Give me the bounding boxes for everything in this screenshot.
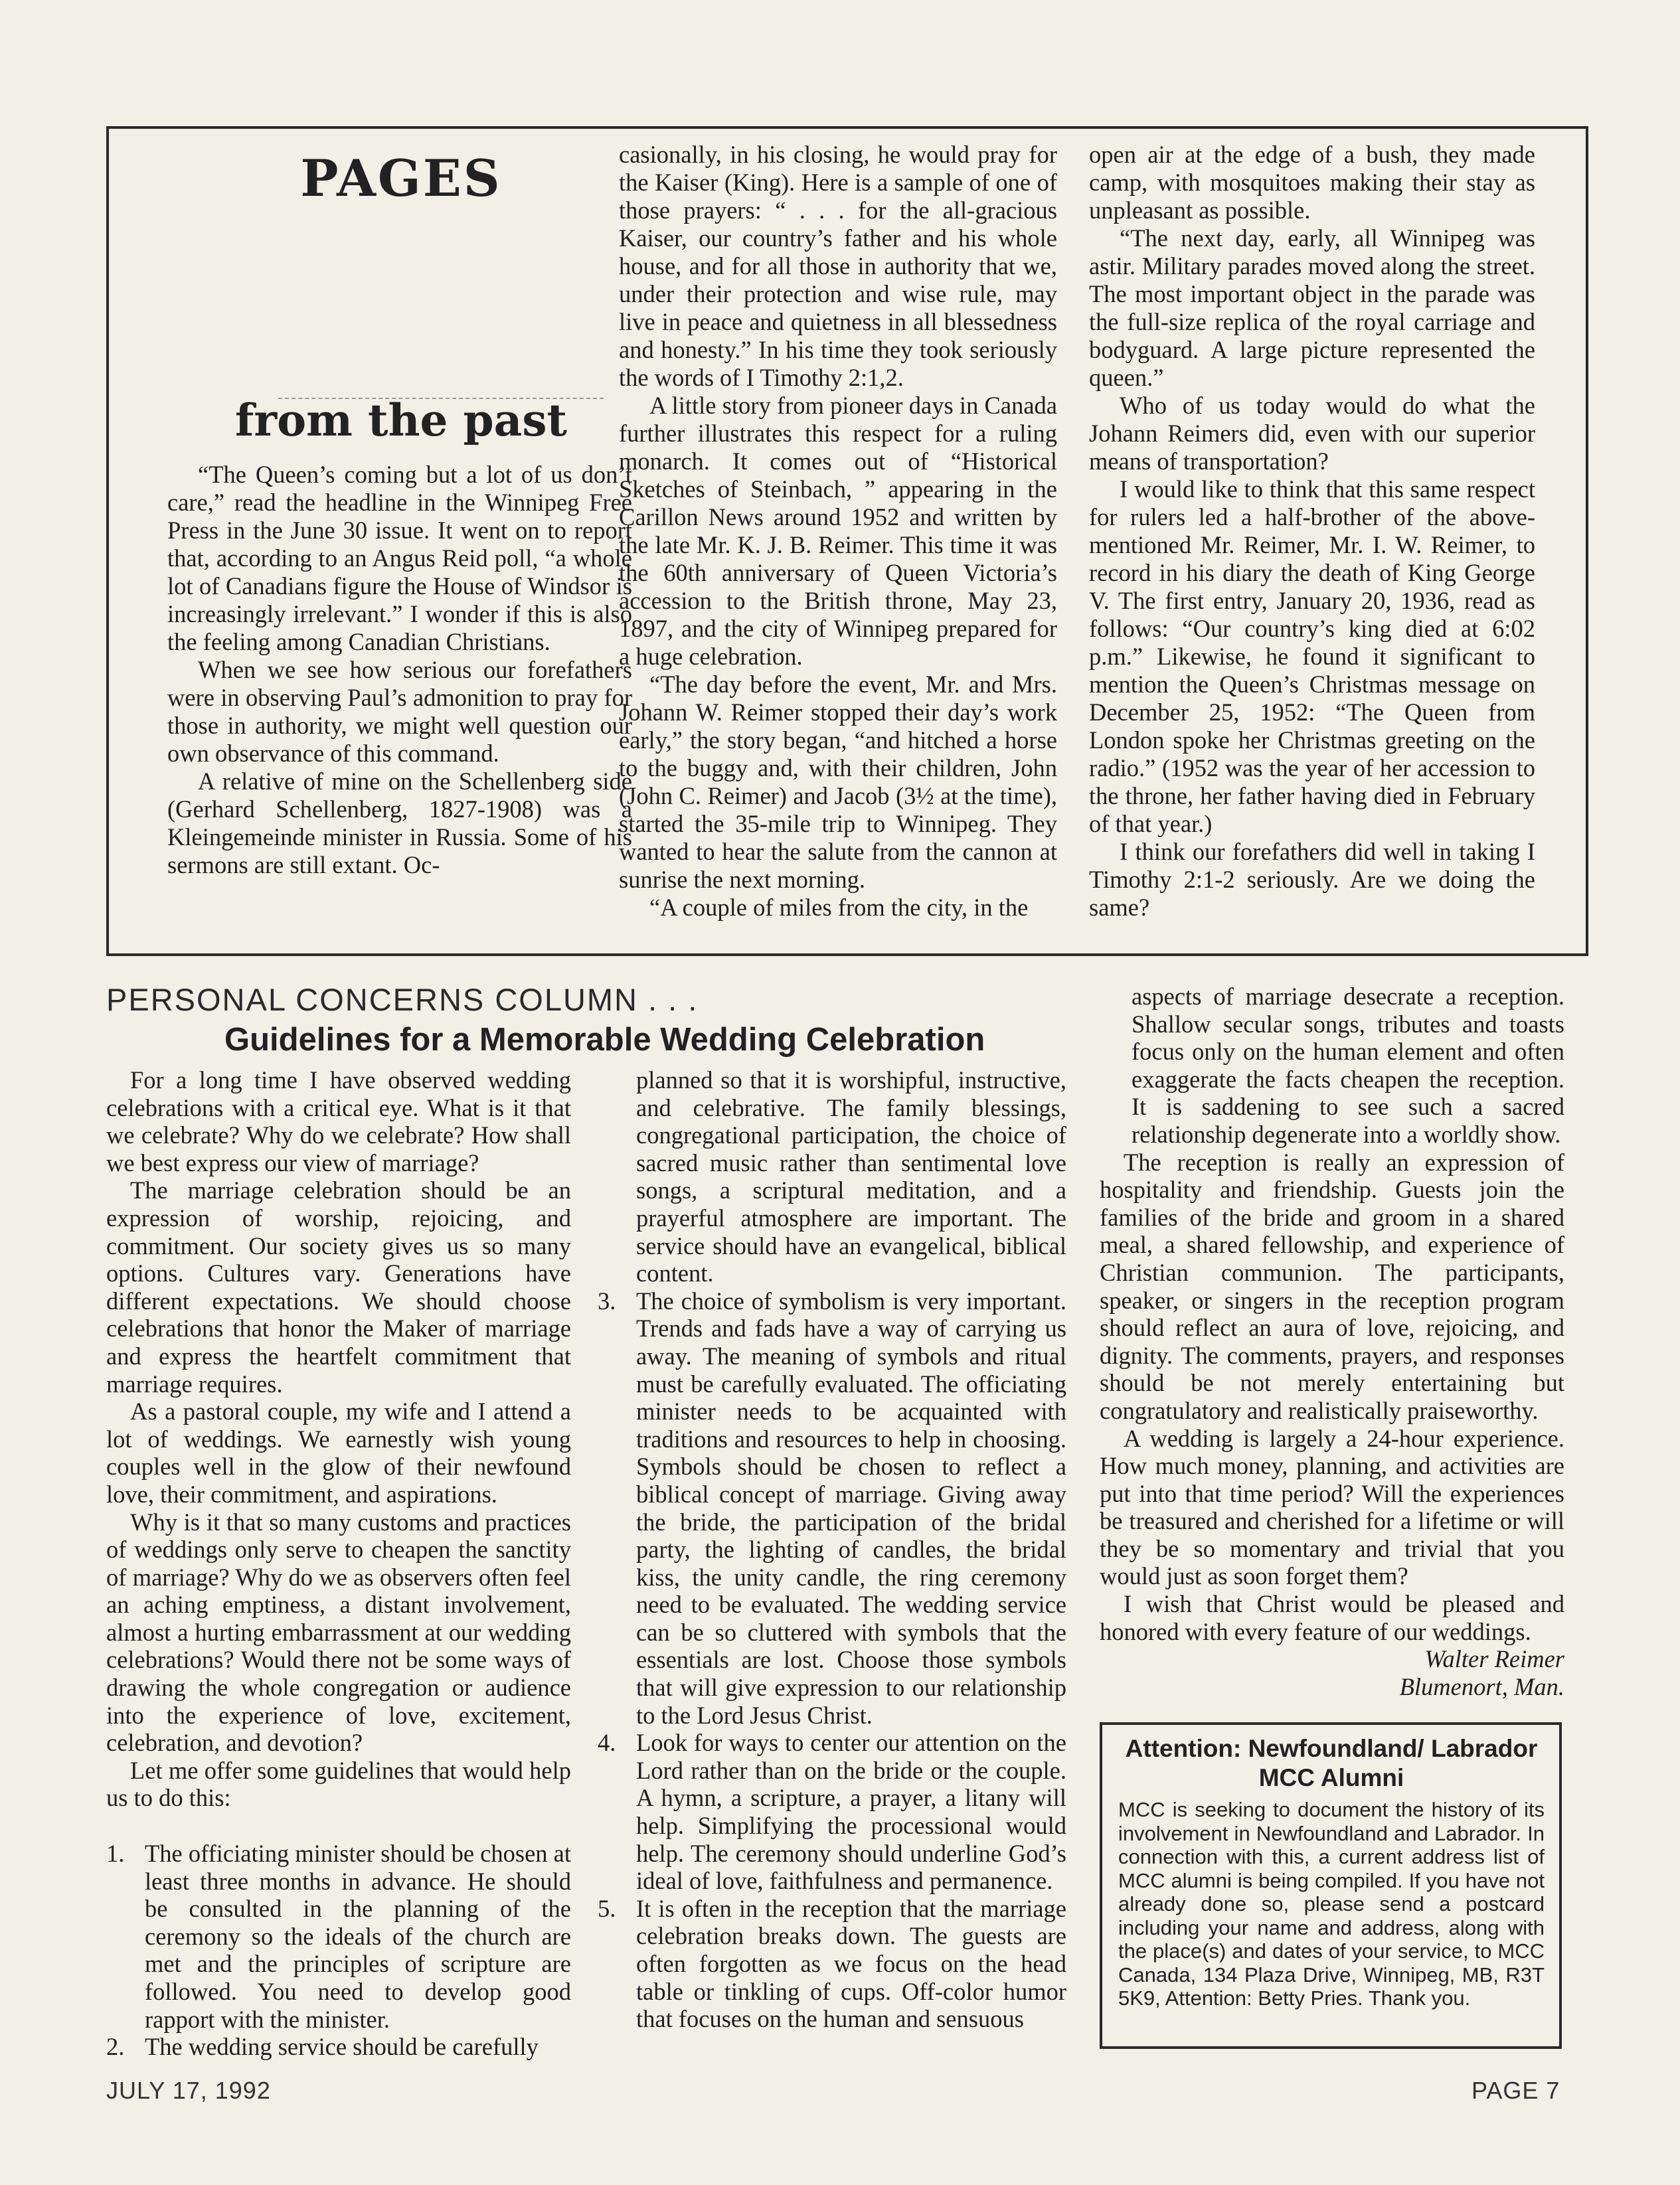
list-item [598,1895,1066,2033]
guideline-list [106,1840,571,2061]
paragraph: “The Queen’s coming but a lot of us don’t care,” read the headline in the Winnipeg Free Press in the June 30 issue. It went on to report that, according to an Angus Reid poll, “a whole lot of Canadians figure the House of Windsor is increasingly irrelevant.” I wonder if this is also the feeling among Canadian Christians. [167,461,632,655]
list-number: 2. [106,2033,125,2061]
paragraph: open air at the edge of a bush, they made camp, with mosquitoes making their stay as unpleasant as possible. [1089,141,1535,224]
feature-title-from-the-past: from the past [235,394,567,446]
list-item-text: The choice of symbolism is very important. Trends and fads have a way of carrying us away. The meaning of symbols and ritual must be carefully evaluated. The officiating minister needs to be acquainted with traditions and resources to help in choosing. Symbols should be chosen to reflect a biblical concept of marriage. Giving away the bride, the participation of the bridal party, the lighting of candles, the bridal kiss, the unity candle, the ring ceremony need to be evaluated. The wedding service can be so cluttered with symbols that the essentials are lost. Choose those symbols that will give expression to our relationship to the Lord Jesus Christ. [636,1287,1066,1729]
list-item [598,1729,1066,1895]
paragraph: A relative of mine on the Schellenberg side (Gerhard Schellenberg, 1827-1908) was a Kleingemeinde minister in Russia. Some of his sermons are still extant. Oc- [167,768,632,878]
author-location: Blumenort, Man. [1399,1672,1564,1700]
paragraph: Who of us today would do what the Johann Reimers did, even with our superior means of transportation? [1089,392,1535,475]
notice-body: MCC is seeking to document the history of its involvement in Newfoundland and Labrador. In connection with this, a current address list of MCC alumni is being compiled. If you have not already done so, please send a postcard including your name and address, along with the place(s) and dates of your service, to MCC Canada, 134 Plaza Drive, Winnipeg, MB, R3T 5K9, Attention: Betty Pries. Thank you. [1118,1798,1545,2010]
list-item-text: Look for ways to center our attention on the Lord rather than on the bride or the couple. A hymn, a scripture, a prayer, a litany will help. Simplifying the processional would help. The ceremony should underline God’s ideal of love, faithfulness and permanence. [636,1729,1066,1895]
list-number: 3. [598,1287,616,1315]
list-item-continuation: aspects of marriage desecrate a reception. Shallow secular songs, tributes and toasts focus only on the human element and often exaggerate the facts cheapen the reception. It is saddening to see such a sacred relationship degenerate into a worldly show. [1132,983,1564,1148]
article-column-1 [106,1066,571,2061]
paragraph: I would like to think that this same respect for rulers led a half-brother of the above-mentioned Mr. Reimer, Mr. I. W. Reimer, to record in his diary the death of King George V. The first entry, January 20, 1936, read as follows: “Our country’s king died at 6:02 p.m.” Likewise, he found it significant to mention the Queen’s Christmas message on December 25, 1952: “The Queen from London spoke her Christmas greeting on the radio.” (1952 was the year of her accession to the throne, her father having died in February of that year.) [1089,475,1535,837]
paragraph: “The day before the event, Mr. and Mrs. Johann W. Reimer stopped their day’s work early,” the story began, “and hitched a horse to the buggy and, with their children, John (John C. Reimer) and Jacob (3½ at the time), started the 35-mile trip to Winnipeg. They wanted to hear the salute from the cannon at sunrise the next morning. [619,671,1057,893]
column-kicker: PERSONAL CONCERNS COLUMN . . . [106,982,699,1017]
paragraph: casionally, in his closing, he would pray for the Kaiser (King). Here is a sample of one of those prayers: “ . . . for the all-gracious Kaiser, our country’s father and his whole house, and for all those in authority that we, under their protection and wise rule, may live in peace and quietness in all blessedness and honesty.” In his time they took seriously the words of I Timothy 2:1,2. [619,141,1057,391]
paragraph: When we see how serious our forefathers were in observing Paul’s admonition to pray for those in authority, we might well question our own observance of this command. [167,656,632,767]
list-number: 4. [598,1729,616,1757]
paragraph: The reception is really an expression of hospitality and friendship. Guests join the families of the bride and groom in a shared meal, a shared fellowship, and experience of Christian communion. The participants, speaker, or singers in the reception program should reflect an aura of love, rejoicing, and dignity. The comments, prayers, and responses should be not merely entertaining but congratulatory and realistically praiseworthy. [1100,1148,1564,1424]
list-number: 5. [598,1894,616,1922]
issue-date: JULY 17, 1992 [106,2077,271,2104]
mcc-alumni-notice [1100,1722,1562,2049]
paragraph: I wish that Christ would be pleased and honored with every feature of our weddings. [1100,1590,1564,1645]
past-column-2 [619,141,1057,922]
paragraph: “A couple of miles from the city, in the [649,894,1029,921]
list-item-continuation: planned so that it is worshipful, instructive, and celebrative. The family blessings, congregational participation, the choice of sacred music rather than sentimental love songs, a scriptural meditation, and a prayerful atmosphere are important. The service should have an evangelical, biblical content. [636,1066,1066,1287]
article-column-2 [598,1066,1066,2033]
page-number: PAGE 7 [1471,2077,1560,2104]
list-item [106,1840,571,2033]
list-item-text: It is often in the reception that the marriage celebration breaks down. The guests are often forgotten as we focus on the head table or tinkling of cups. Off-color humor that focuses on the human and sensuous [636,1894,1066,2033]
paragraph: For a long time I have observed wedding celebrations with a critical eye. What is it that we celebrate? Why do we celebrate? How shall we best express our view of marriage? [106,1066,571,1176]
list-item-text: The wedding service should be carefully [145,2033,539,2061]
paragraph: The marriage celebration should be an expression of worship, rejoicing, and commitment. Our society gives us so many options. Cultures vary. Generations have different expectations. We should choose celebrations that honor the Maker of marriage and express the heartfelt commitment that marriage requires. [106,1176,571,1398]
article-column-3 [1100,983,1564,1700]
paragraph: “The next day, early, all Winnipeg was astir. Military parades moved along the street. The most important object in the parade was the full-size replica of the royal carriage and bodyguard. A large picture represented the queen.” [1089,224,1535,391]
author-name: Walter Reimer [1424,1645,1564,1673]
list-item [106,2033,571,2061]
past-column-1 [167,461,632,879]
notice-title: Attention: Newfoundland/ Labrador MCC Alumni [1125,1735,1538,1791]
list-number: 1. [106,1840,125,1868]
list-item [598,1287,1066,1730]
paragraph: A wedding is largely a 24-hour experience. How much money, planning, and activities are put into that time period? Will the experiences be treasured and cherished for a lifetime or will they be so momentary and trivial that you would just as soon forget them? [1100,1424,1564,1590]
guideline-list [598,1287,1066,2033]
list-item-text: The officiating minister should be chosen at least three months in advance. He should be consulted in the planning of the ceremony so the ideals of the church are met and the principles of scripture are followed. You need to develop good rapport with the minister. [145,1840,571,2033]
paragraph: As a pastoral couple, my wife and I attend a lot of weddings. We earnestly wish young couples well in the glow of their newfound love, their commitment, and aspirations. [106,1398,571,1508]
article-headline: Guidelines for a Memorable Wedding Celebration [224,1022,985,1058]
paragraph: A little story from pioneer days in Canada further illustrates this respect for a ruling monarch. It comes out of “Historical Sketches of Steinbach, ” appearing in the Carillon News around 1952 and written by the late Mr. K. J. B. Reimer. This time it was the 60th anniversary of Queen Victoria’s accession to the British throne, May 23, 1897, and the city of Winnipeg prepared for a huge celebration. [619,392,1057,670]
past-column-3 [1089,141,1535,922]
feature-title-pages: PAGES [300,149,502,208]
pages-from-the-past-box [106,126,1588,956]
paragraph: Why is it that so many customs and practices of weddings only serve to cheapen the sanctity of marriage? Why do we as observers often feel an aching emptiness, a distant involvement, almost a hurting embarrassment at our wedding celebrations? Would there not be some ways of drawing the whole congregation or audience into the experience of love, excitement, celebration, and devotion? [106,1508,571,1757]
paragraph: I think our forefathers did well in taking I Timothy 2:1-2 seriously. Are we doing the same? [1089,838,1535,921]
paragraph: Let me offer some guidelines that would help us to do this: [106,1756,571,1812]
